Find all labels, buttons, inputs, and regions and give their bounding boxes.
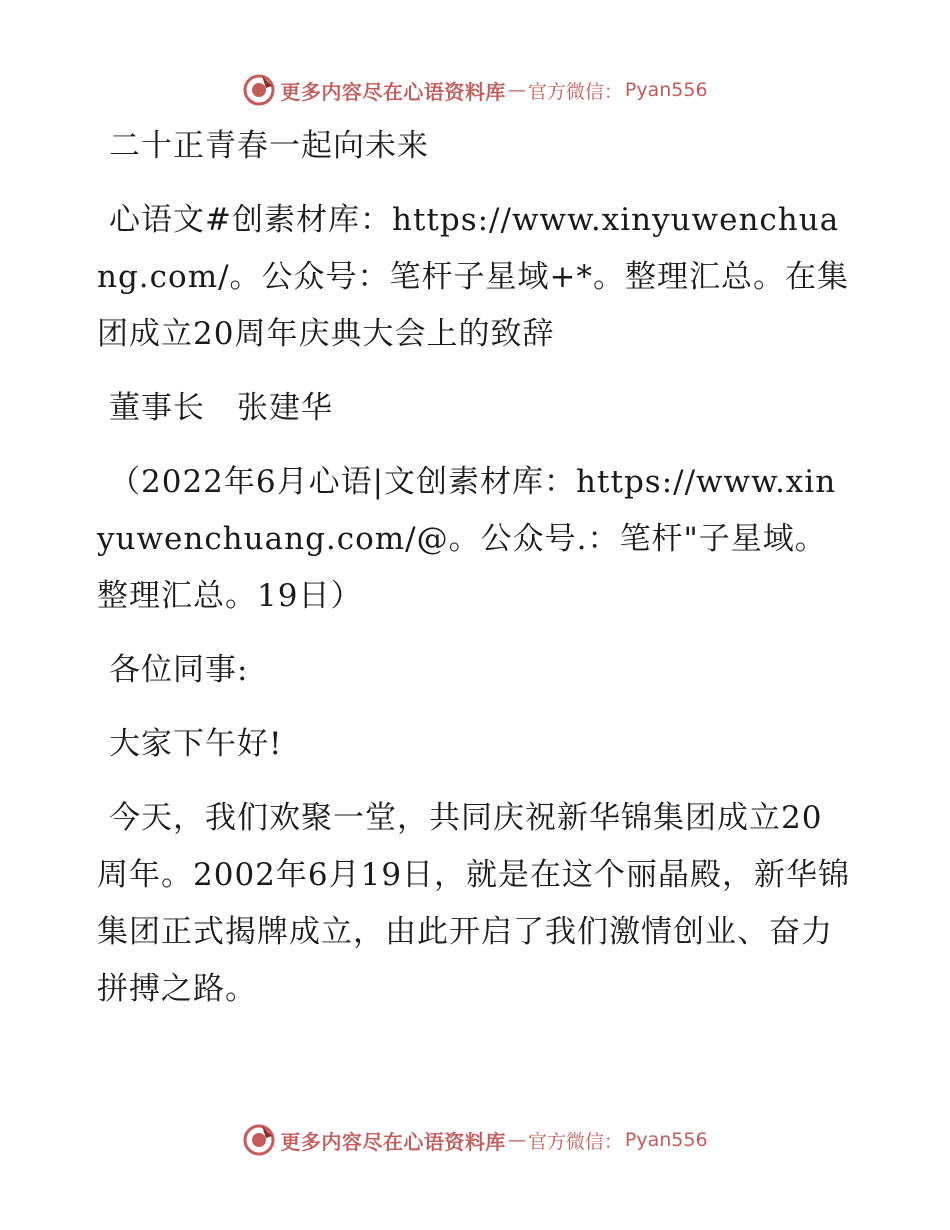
banner-wechat-id: Pyan556 [624, 79, 708, 101]
document-salutation: 各位同事: [109, 652, 249, 688]
library-logo-icon [242, 1123, 276, 1157]
document-date-line: （2022年6月心语|文创素材库：https://www.xinyuwenchuang.com/@。公众号.：笔杆"子星域。整理汇总。19日） [97, 464, 837, 614]
banner-promo-text: 更多内容尽在心语资料库 [280, 1129, 506, 1154]
header-banner [0, 70, 950, 110]
document-paragraph: 今天，我们欢聚一堂，共同庆祝新华锦集团成立20周年。2002年6月19日，就是在这个丽晶殿，新华锦集团正式揭牌成立，由此开启了我们激情创业、奋力拼搏之路。 [97, 800, 851, 1007]
banner-dash: — [507, 79, 526, 101]
footer-banner [0, 1120, 950, 1160]
document-greeting: 大家下午好! [109, 726, 283, 762]
banner-wechat-id: Pyan556 [624, 1129, 708, 1151]
document-title: 二十正青春一起向未来 [109, 128, 429, 164]
banner-dash: — [507, 1129, 526, 1151]
banner-promo-text: 更多内容尽在心语资料库 [280, 79, 506, 104]
banner-wechat-label: 官方微信： [527, 1130, 623, 1153]
document-intro: 心语文#创素材库：https://www.xinyuwenchuang.com/。公众号：笔杆子星域+*。整理汇总。在集团成立20周年庆典大会上的致辞 [97, 202, 850, 352]
library-logo-icon [242, 73, 276, 107]
banner-wechat-label: 官方微信： [527, 80, 623, 103]
document-author: 董事长 张建华 [109, 390, 333, 426]
document-body [97, 118, 852, 1035]
